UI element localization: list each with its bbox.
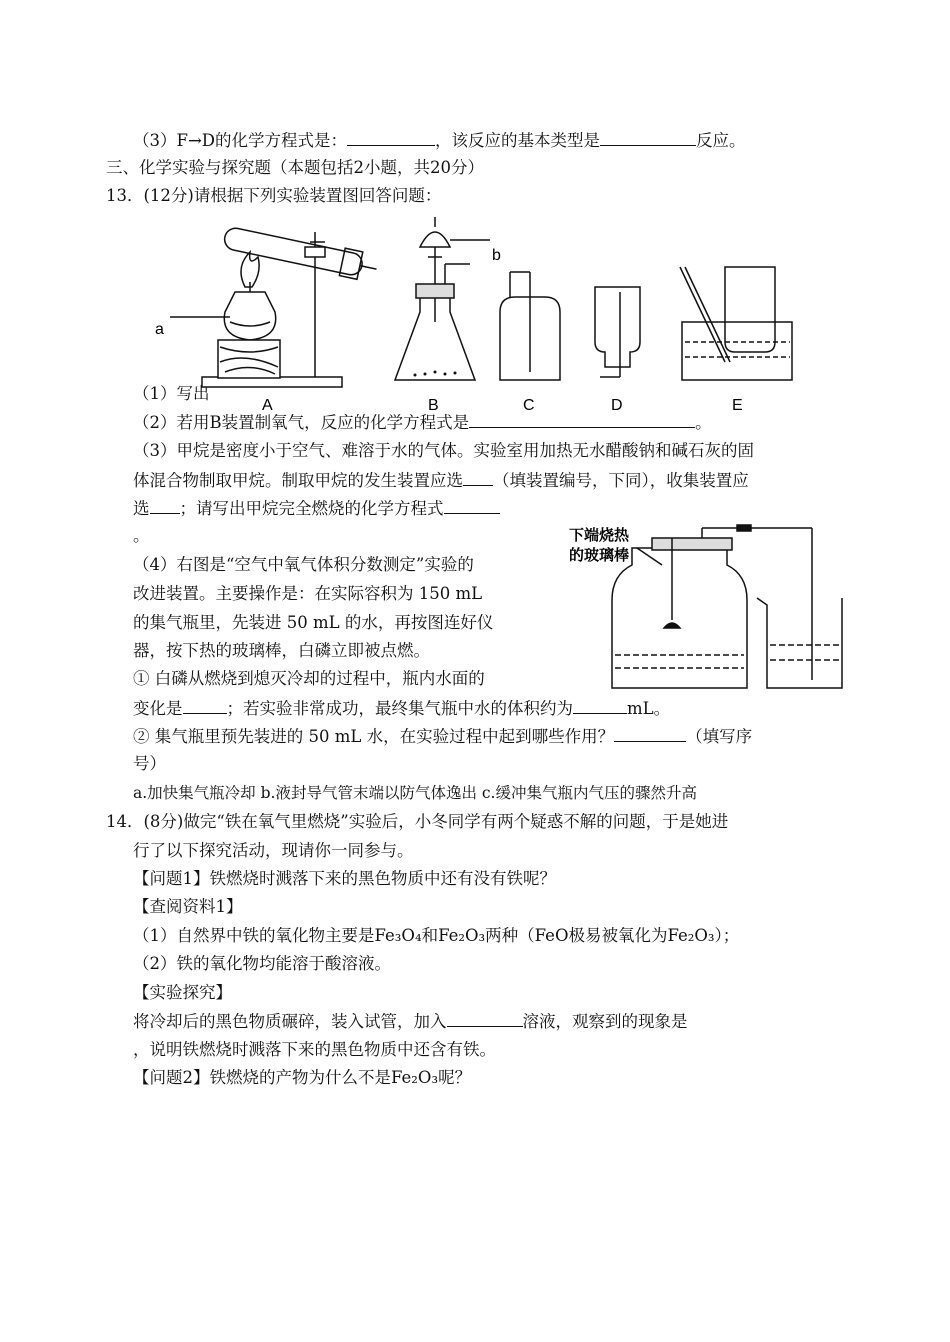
q13-p3c-text2: ；请写出甲烷完全燃烧的化学方程式 [179,499,444,518]
q13-p4f-text2: ；若实验非常成功，最终集气瓶中水的体积约为 [226,699,573,718]
q12-3-text1: （3）F→D的化学方程式是： [133,131,348,150]
q12-3-text2: ，该反应的基本类型是 [435,131,601,150]
q13-p3b-text2: （填装置编号，下同），收集装置应 [493,471,749,490]
q13-p4-4: 器，按下热的玻璃棒，白磷立即被点燃。 [133,641,430,660]
label-b: b [492,247,501,264]
q14-exp1-text2: 溶液，观察到的现象是 [522,1012,688,1031]
answer-blank[interactable] [573,697,627,714]
q13-p4g [133,725,752,748]
figure2-label-2: 的玻璃棒 [569,546,630,564]
oxygen-measure-figure [567,520,850,695]
q12-3-text3: 反应。 [696,131,746,150]
q14-question2: 【问题2】铁燃烧的产物为什么不是Fe₂O₃呢？ [133,1068,472,1087]
q14-ref1-2: （2）铁的氧化物均能溶于酸溶液。 [133,954,391,973]
q14-ref1: 【查阅资料1】 [133,897,243,916]
q13-stem: 13．(12分)请根据下列实验装置图回答问题： [106,186,442,205]
q13-p2-text: （2）若用B装置制氧气，反应的化学方程式是 [133,413,470,432]
apparatus-label-B: B [428,397,439,414]
q14-exp1 [133,1010,688,1033]
apparatus-label-D: D [611,397,623,414]
q14-stem1: 14．(8分)做完“铁在氧气里燃烧”实验后，小冬同学有两个疑惑不解的问题，于是她进 [106,812,729,831]
q13-p4f-text: 变化是 [133,699,183,718]
q13-p4-2: 改进装置。主要操作是：在实际容积为 150 mL [133,584,483,603]
q13-p4g-text2: （填写序 [686,727,753,746]
answer-blank[interactable] [150,497,180,514]
answer-blank[interactable] [600,129,696,146]
q14-exp1-text: 将冷却后的黑色物质碾碎，装入试管，加入 [133,1012,447,1031]
answer-blank[interactable] [347,129,435,146]
q13-p4-3: 的集气瓶里，先装进 50 mL 的水，再按图连好仪 [133,613,494,632]
q13-p4-5: ① 白磷从燃烧到熄灭冷却的过程中，瓶内水面的 [133,669,485,688]
answer-blank[interactable] [183,697,227,714]
q13-p4-1: （4）右图是“空气中氧气体积分数测定”实验的 [133,555,474,574]
apparatus-label-E: E [732,397,743,414]
q13-p4h: 号） [133,754,166,773]
label-a: a [155,321,164,338]
q13-p3c-text: 选 [133,499,150,518]
answer-blank[interactable] [614,725,686,742]
q14-question1: 【问题1】铁燃烧时溅落下来的黑色物质中还有没有铁呢？ [133,869,556,888]
q13-p4f [133,697,670,720]
q13-p4i: a.加快集气瓶冷却 b.液封导气管末端以防气体逸出 c.缓冲集气瓶内气压的骤然升高 [133,784,697,802]
q13-p2 [133,411,712,434]
q14-exp2: ，说明铁燃烧时溅落下来的黑色物质中还含有铁。 [133,1040,496,1059]
q13-p1: （1）写出 [133,384,210,403]
figure2-label-1: 下端烧热 [569,526,630,544]
q14-exp: 【实验探究】 [133,983,232,1002]
q13-p3b [133,469,749,492]
apparatus-label-C: C [523,397,535,414]
q14-ref1-1: （1）自然界中铁的氧化物主要是Fe₃O₄和Fe₂O₃两种（FeO极易被氧化为Fe₂O₃）； [133,926,740,945]
q12-3-line [133,129,746,152]
q13-p4f-text3: mL。 [627,699,671,718]
answer-blank[interactable] [469,411,695,428]
q13-p3a: （3）甲烷是密度小于空气、难溶于水的气体。实验室用加热无水醋酸钠和碱石灰的固 [133,441,754,460]
q13-p3c [133,497,500,520]
q13-p2-end: 。 [695,413,712,432]
apparatus-figure [150,212,800,417]
q13-p4g-text: ② 集气瓶里预先装进的 50 mL 水，在实验过程中起到哪些作用？ [133,727,615,746]
q13-p3d: 。 [133,526,150,545]
q14-stem2: 行了以下探究活动，现请你一同参与。 [133,841,414,860]
apparatus-label-A: A [262,397,273,414]
section-3-heading: 三、化学实验与探究题（本题包括2小题，共20分） [106,158,484,177]
q13-p3b-text: 体混合物制取甲烷。制取甲烷的发生装置应选 [133,471,463,490]
answer-blank[interactable] [447,1010,523,1027]
answer-blank[interactable] [463,469,493,486]
answer-blank[interactable] [444,497,500,514]
